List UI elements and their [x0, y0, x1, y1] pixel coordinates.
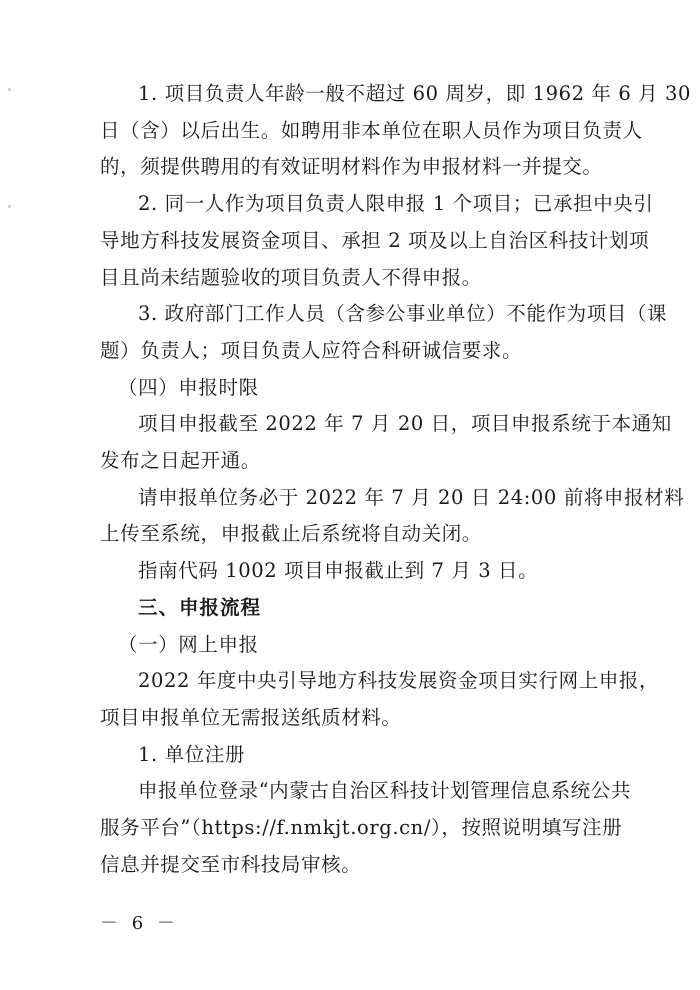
- paragraph-8-line-1: 申报单位登录“内蒙古自治区科技计划管理信息系统公共: [138, 779, 631, 803]
- item-heading-registration: 1. 单位注册: [138, 742, 246, 766]
- scan-artifact: [8, 88, 11, 91]
- paragraph-2-line-1: 2. 同一人作为项目负责人限申报 1 个项目；已承担中央引: [138, 192, 654, 216]
- scan-artifact: [8, 205, 11, 208]
- paragraph-6: 指南代码 1002 项目申报截止到 7 月 3 日。: [138, 559, 539, 583]
- paragraph-1-line-2: 日（含）以后出生。如聘用非本单位在职人员作为项目负责人: [100, 118, 643, 142]
- paragraph-2-line-2: 导地方科技发展资金项目、承担 2 项及以上自治区科技计划项: [100, 228, 650, 252]
- paragraph-3-line-1: 3. 政府部门工作人员（含参公事业单位）不能作为项目（课: [138, 302, 668, 326]
- subsection-heading-online: （一）网上申报: [118, 632, 259, 656]
- paragraph-1-line-1: 1. 项目负责人年龄一般不超过 60 周岁，即 1962 年 6 月 30: [138, 82, 692, 105]
- paragraph-8-line-3: 信息并提交至市科技局审核。: [100, 852, 362, 876]
- paragraph-2-line-3: 目且尚未结题验收的项目负责人不得申报。: [100, 265, 482, 289]
- paragraph-7-line-1: 2022 年度中央引导地方科技发展资金项目实行网上申报，: [138, 669, 660, 693]
- paragraph-4-line-2: 发布之日起开通。: [100, 449, 261, 472]
- paragraph-8-line-2: 服务平台”（https://f.nmkjt.org.cn/），按照说明填写注册: [100, 816, 623, 839]
- section-heading-deadline: （四）申报时限: [118, 375, 259, 399]
- paragraph-5-line-1: 请申报单位务必于 2022 年 7 月 20 日 24:00 前将申报材料: [138, 485, 685, 509]
- paragraph-4-line-1: 项目申报截至 2022 年 7 月 20 日，项目申报系统于本通知: [138, 412, 672, 436]
- paragraph-7-line-2: 项目申报单位无需报送纸质材料。: [100, 705, 402, 729]
- page-number: － 6 －: [100, 913, 179, 934]
- paragraph-5-line-2: 上传至系统，申报截止后系统将自动关闭。: [100, 522, 482, 546]
- section-heading-process: 三、申报流程: [138, 595, 262, 619]
- paragraph-3-line-2: 题）负责人；项目负责人应符合科研诚信要求。: [100, 338, 523, 362]
- paragraph-1-line-3: 的，须提供聘用的有效证明材料作为申报材料一并提交。: [100, 155, 603, 179]
